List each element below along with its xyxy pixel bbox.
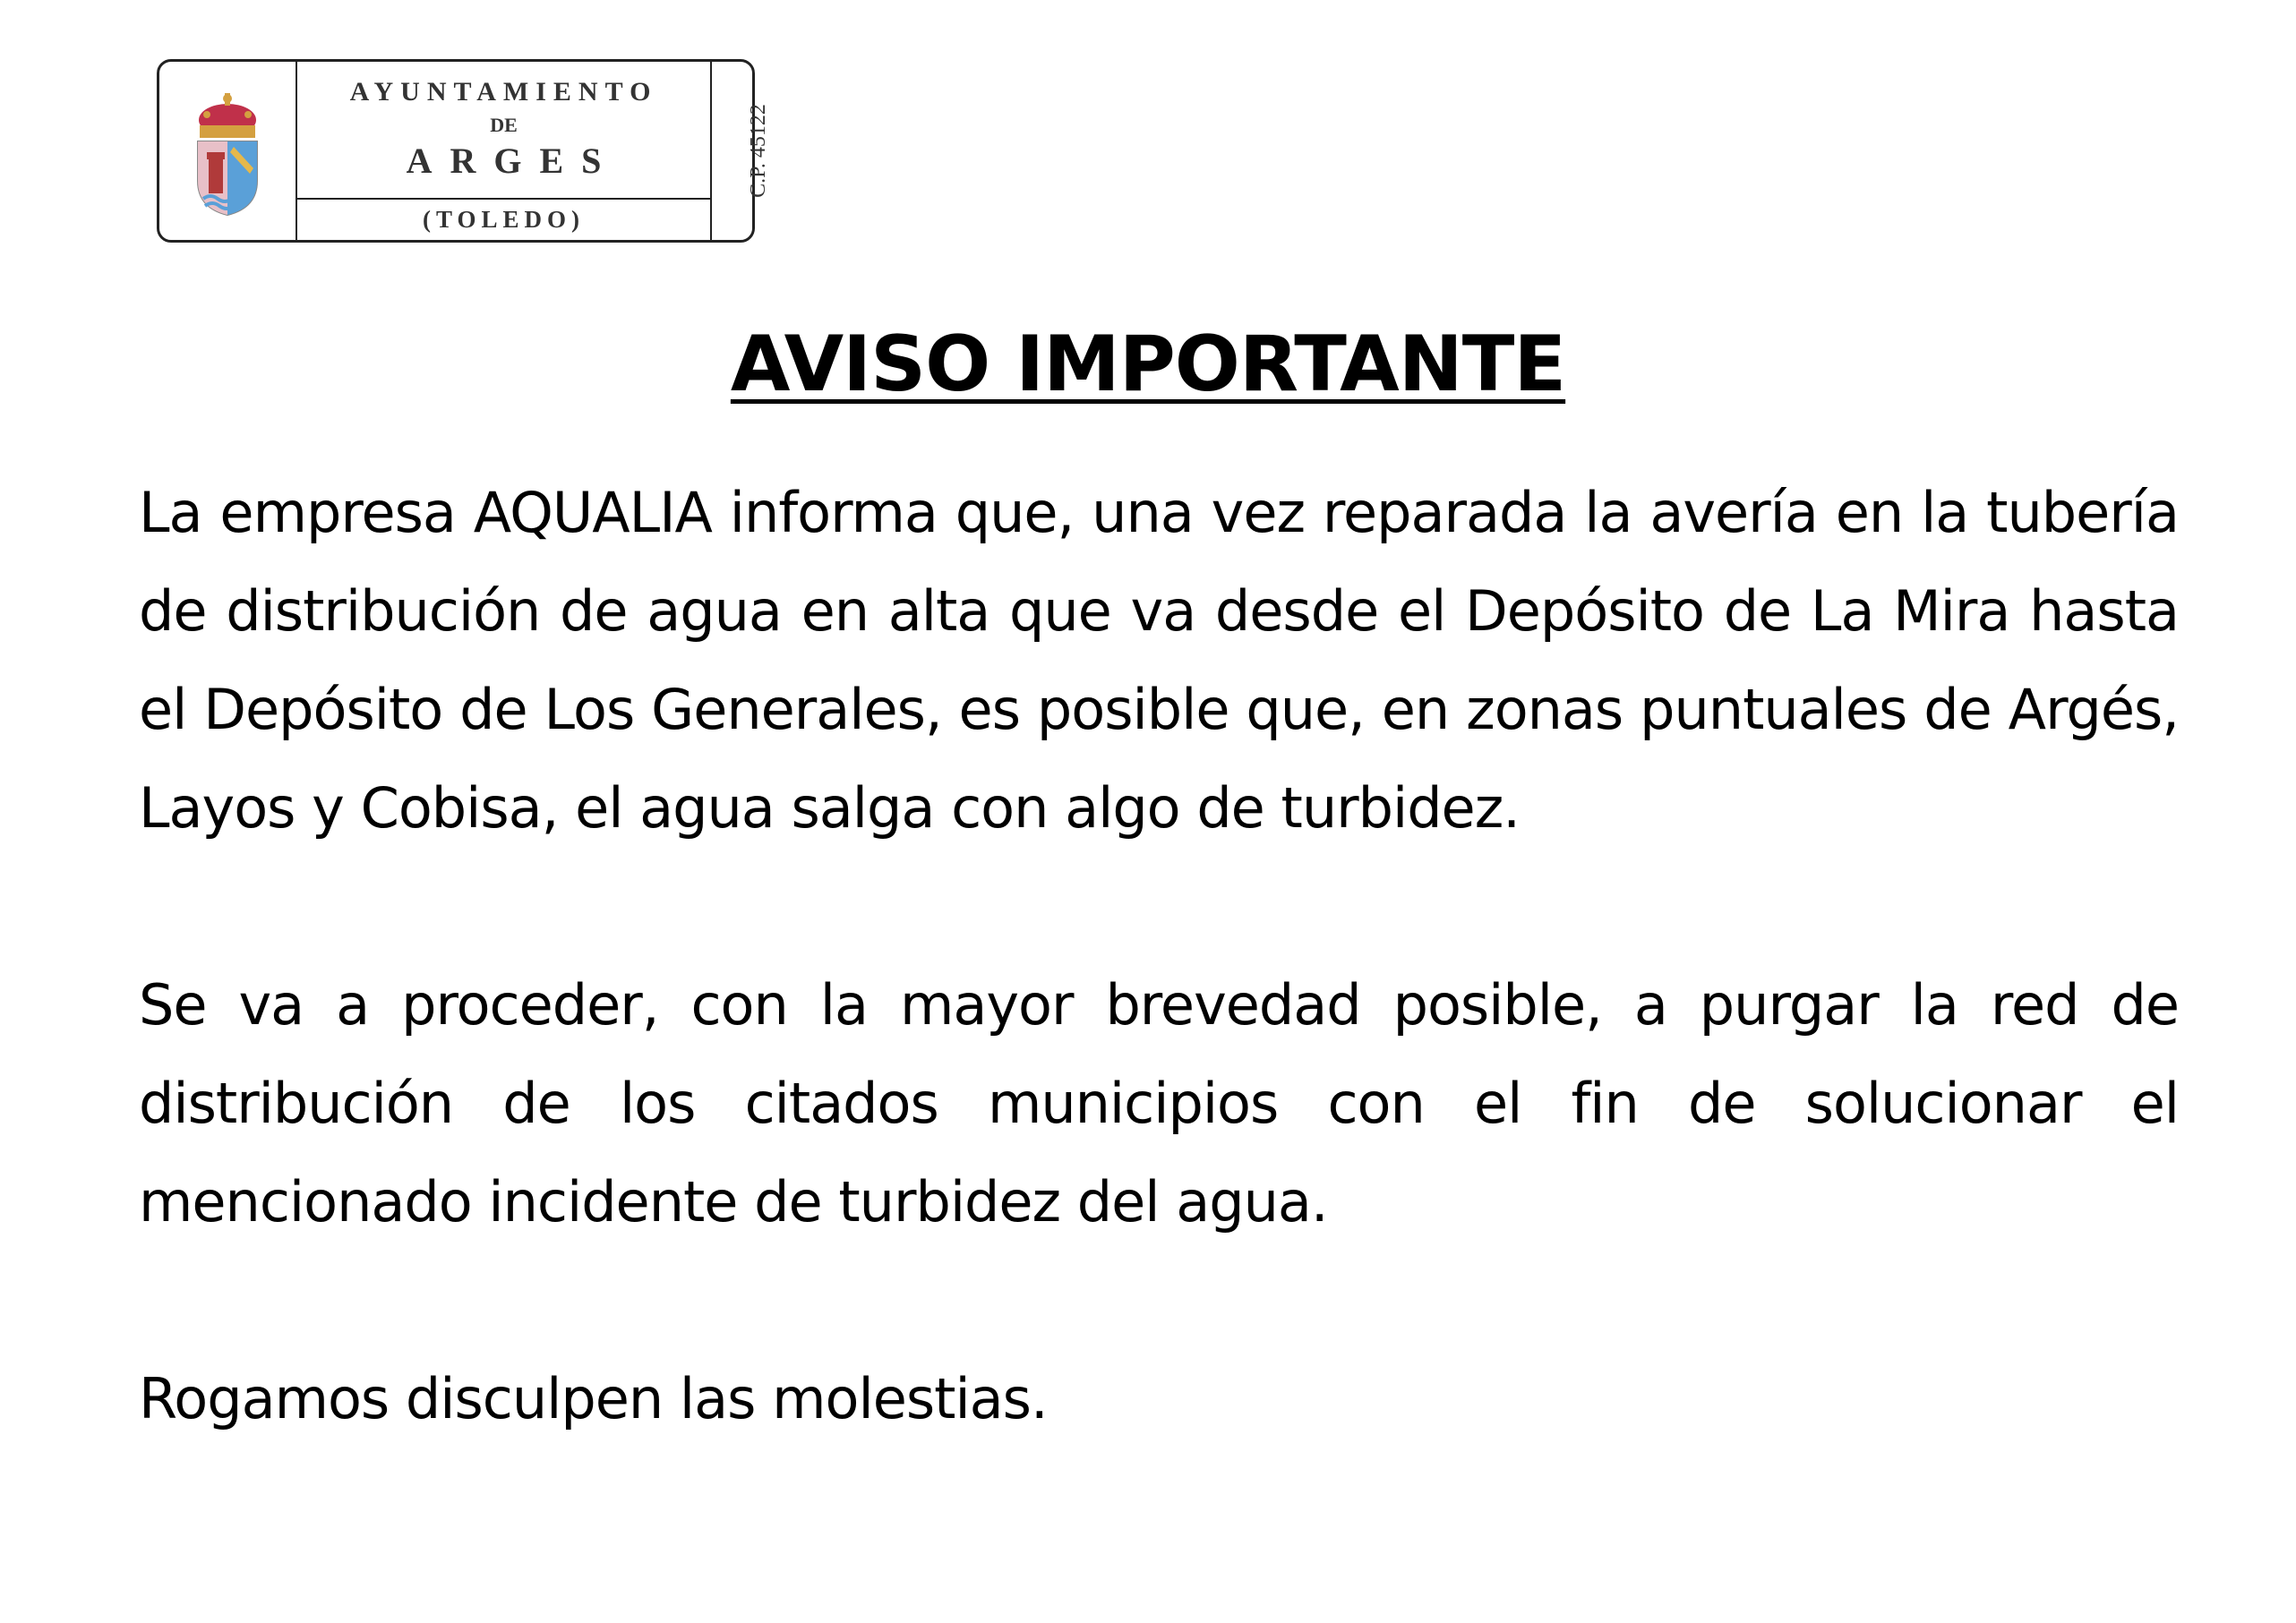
letterhead-town-name: ARGES xyxy=(406,141,620,181)
notice-paragraph-2: Se va a proceder, con la mayor brevedad posible, a purgar la red de distribución de los citados municipios con el fin de solucionar el mencionado incidente de turbidez del agua. xyxy=(139,972,2179,1234)
notice-title-block xyxy=(0,315,2296,414)
letterhead-line1: AYUNTAMIENTO xyxy=(349,77,658,107)
letterhead-province: (TOLEDO) xyxy=(422,206,586,233)
notice-body xyxy=(139,464,2179,1448)
letterhead-line2: DE xyxy=(490,114,518,136)
coat-of-arms-icon xyxy=(191,84,264,218)
notice-title: AVISO IMPORTANTE xyxy=(730,320,1566,409)
notice-paragraph-1: La empresa AQUALIA informa que, una vez reparada la avería en la tubería de distribución de agua en alta que va desde el Depósito de La Mira hasta el Depósito de Los Generales, es posible que, en zonas puntuales de Argés, Layos y Cobisa, el agua salga con algo de turbidez. xyxy=(139,480,2179,841)
notice-paragraph-3: Rogamos disculpen las molestias. xyxy=(139,1366,1048,1431)
letterhead-postal-area xyxy=(712,62,806,240)
letterhead-bottom xyxy=(297,200,710,240)
letterhead-postal-code: C.P. 45122 xyxy=(746,104,770,198)
letterhead-stamp xyxy=(157,59,770,243)
crest-area xyxy=(159,62,297,240)
letterhead-top xyxy=(297,62,710,200)
letterhead-text xyxy=(297,62,712,240)
